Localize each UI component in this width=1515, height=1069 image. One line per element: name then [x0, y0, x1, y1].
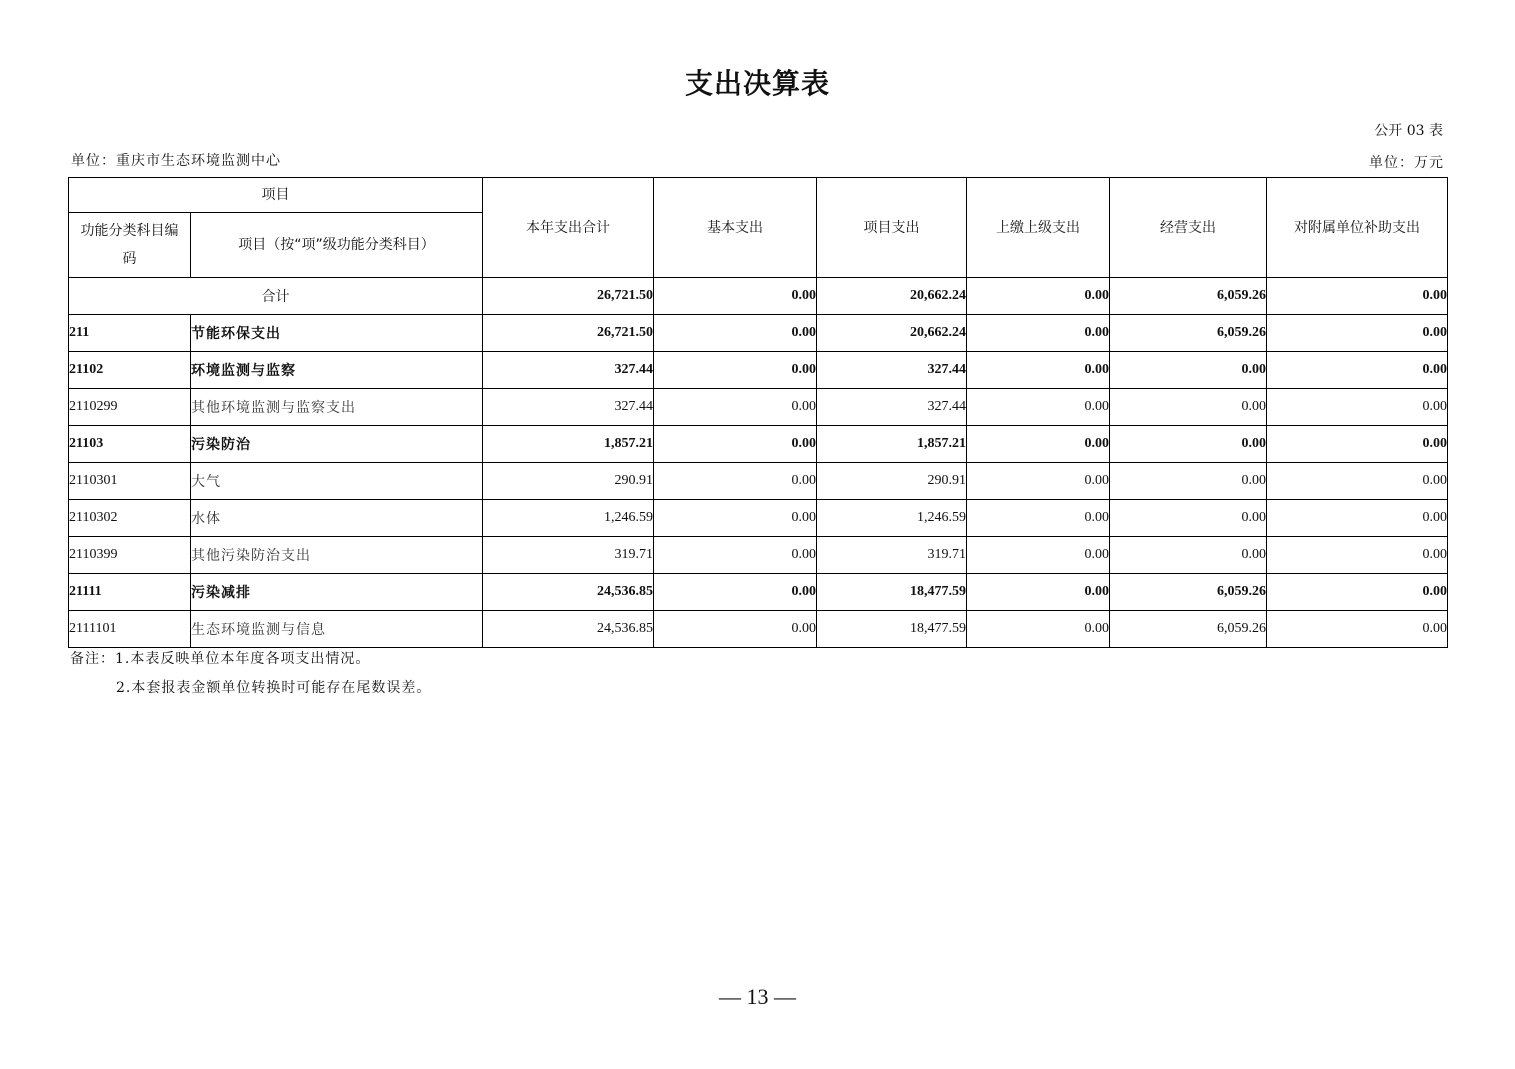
table-row	[69, 426, 1448, 463]
basic-cell: 0.00	[654, 352, 817, 389]
total-cell: 24,536.85	[483, 574, 654, 611]
upper-cell: 0.00	[967, 389, 1110, 426]
table-row	[69, 537, 1448, 574]
name-cell: 生态环境监测与信息	[191, 611, 483, 648]
name-cell: 污染防治	[191, 426, 483, 463]
basic-cell: 0.00	[654, 574, 817, 611]
code-cell: 21102	[69, 352, 191, 389]
upper-cell: 0.00	[967, 537, 1110, 574]
operating-cell: 0.00	[1110, 463, 1267, 500]
upper-cell: 0.00	[967, 500, 1110, 537]
operating-cell: 6,059.26	[1110, 278, 1267, 315]
total-cell: 319.71	[483, 537, 654, 574]
basic-cell: 0.00	[654, 278, 817, 315]
project-cell: 18,477.59	[817, 574, 967, 611]
total-cell: 327.44	[483, 352, 654, 389]
total-cell: 24,536.85	[483, 611, 654, 648]
code-cell: 2110299	[69, 389, 191, 426]
subsidy-cell: 0.00	[1267, 352, 1448, 389]
operating-cell: 6,059.26	[1110, 574, 1267, 611]
total-cell: 290.91	[483, 463, 654, 500]
basic-cell: 0.00	[654, 611, 817, 648]
total-row	[69, 278, 1448, 315]
table-row	[69, 500, 1448, 537]
subsidy-cell: 0.00	[1267, 537, 1448, 574]
subsidy-cell: 0.00	[1267, 611, 1448, 648]
project-cell: 20,662.24	[817, 315, 967, 352]
project-cell: 327.44	[817, 389, 967, 426]
header-code: 功能分类科目编码	[69, 213, 191, 278]
project-cell: 1,246.59	[817, 500, 967, 537]
project-cell: 1,857.21	[817, 426, 967, 463]
total-cell: 327.44	[483, 389, 654, 426]
operating-cell: 0.00	[1110, 389, 1267, 426]
header-operating: 经营支出	[1110, 178, 1267, 278]
basic-cell: 0.00	[654, 315, 817, 352]
upper-cell: 0.00	[967, 426, 1110, 463]
header-project-expenditure: 项目支出	[817, 178, 967, 278]
operating-cell: 6,059.26	[1110, 611, 1267, 648]
header-basic: 基本支出	[654, 178, 817, 278]
basic-cell: 0.00	[654, 537, 817, 574]
upper-cell: 0.00	[967, 611, 1110, 648]
subsidy-cell: 0.00	[1267, 389, 1448, 426]
currency-unit: 单位：万元	[1369, 155, 1444, 171]
upper-cell: 0.00	[967, 352, 1110, 389]
table-row	[69, 574, 1448, 611]
operating-cell: 0.00	[1110, 352, 1267, 389]
note-2: 2.本套报表金额单位转换时可能存在尾数误差。	[116, 680, 432, 696]
subsidy-cell: 0.00	[1267, 426, 1448, 463]
subsidy-cell: 0.00	[1267, 500, 1448, 537]
table-row	[69, 389, 1448, 426]
operating-cell: 6,059.26	[1110, 315, 1267, 352]
note-1: 备注：1.本表反映单位本年度各项支出情况。	[70, 651, 371, 667]
table-row	[69, 315, 1448, 352]
basic-cell: 0.00	[654, 463, 817, 500]
code-cell: 2110301	[69, 463, 191, 500]
table-row	[69, 463, 1448, 500]
operating-cell: 0.00	[1110, 500, 1267, 537]
upper-cell: 0.00	[967, 463, 1110, 500]
basic-cell: 0.00	[654, 500, 817, 537]
total-cell: 1,857.21	[483, 426, 654, 463]
basic-cell: 0.00	[654, 426, 817, 463]
total-cell: 26,721.50	[483, 278, 654, 315]
total-label: 合计	[69, 278, 483, 315]
header-name: 项目（按“项”级功能分类科目）	[191, 213, 483, 278]
form-number: 公开 03 表	[1374, 123, 1443, 139]
code-cell: 21111	[69, 574, 191, 611]
name-cell: 水体	[191, 500, 483, 537]
code-cell: 21103	[69, 426, 191, 463]
name-cell: 其他环境监测与监察支出	[191, 389, 483, 426]
table-row	[69, 611, 1448, 648]
subsidy-cell: 0.00	[1267, 278, 1448, 315]
upper-cell: 0.00	[967, 315, 1110, 352]
operating-cell: 0.00	[1110, 426, 1267, 463]
total-cell: 1,246.59	[483, 500, 654, 537]
table-row	[69, 352, 1448, 389]
name-cell: 其他污染防治支出	[191, 537, 483, 574]
page-title: 支出决算表	[684, 67, 830, 100]
page-number: — 13 —	[719, 984, 796, 1009]
subsidy-cell: 0.00	[1267, 574, 1448, 611]
code-cell: 211	[69, 315, 191, 352]
total-cell: 26,721.50	[483, 315, 654, 352]
basic-cell: 0.00	[654, 389, 817, 426]
operating-cell: 0.00	[1110, 537, 1267, 574]
header-upper: 上缴上级支出	[967, 178, 1110, 278]
unit-name: 单位：重庆市生态环境监测中心	[71, 153, 281, 169]
name-cell: 污染减排	[191, 574, 483, 611]
project-cell: 290.91	[817, 463, 967, 500]
project-cell: 18,477.59	[817, 611, 967, 648]
code-cell: 2111101	[69, 611, 191, 648]
name-cell: 节能环保支出	[191, 315, 483, 352]
project-cell: 20,662.24	[817, 278, 967, 315]
subsidy-cell: 0.00	[1267, 315, 1448, 352]
upper-cell: 0.00	[967, 278, 1110, 315]
upper-cell: 0.00	[967, 574, 1110, 611]
expenditure-table	[68, 177, 1448, 648]
name-cell: 大气	[191, 463, 483, 500]
name-cell: 环境监测与监察	[191, 352, 483, 389]
project-cell: 319.71	[817, 537, 967, 574]
code-cell: 2110399	[69, 537, 191, 574]
header-subsidy: 对附属单位补助支出	[1267, 178, 1448, 278]
header-total: 本年支出合计	[483, 178, 654, 278]
code-cell: 2110302	[69, 500, 191, 537]
project-cell: 327.44	[817, 352, 967, 389]
subsidy-cell: 0.00	[1267, 463, 1448, 500]
header-project: 项目	[69, 178, 483, 213]
